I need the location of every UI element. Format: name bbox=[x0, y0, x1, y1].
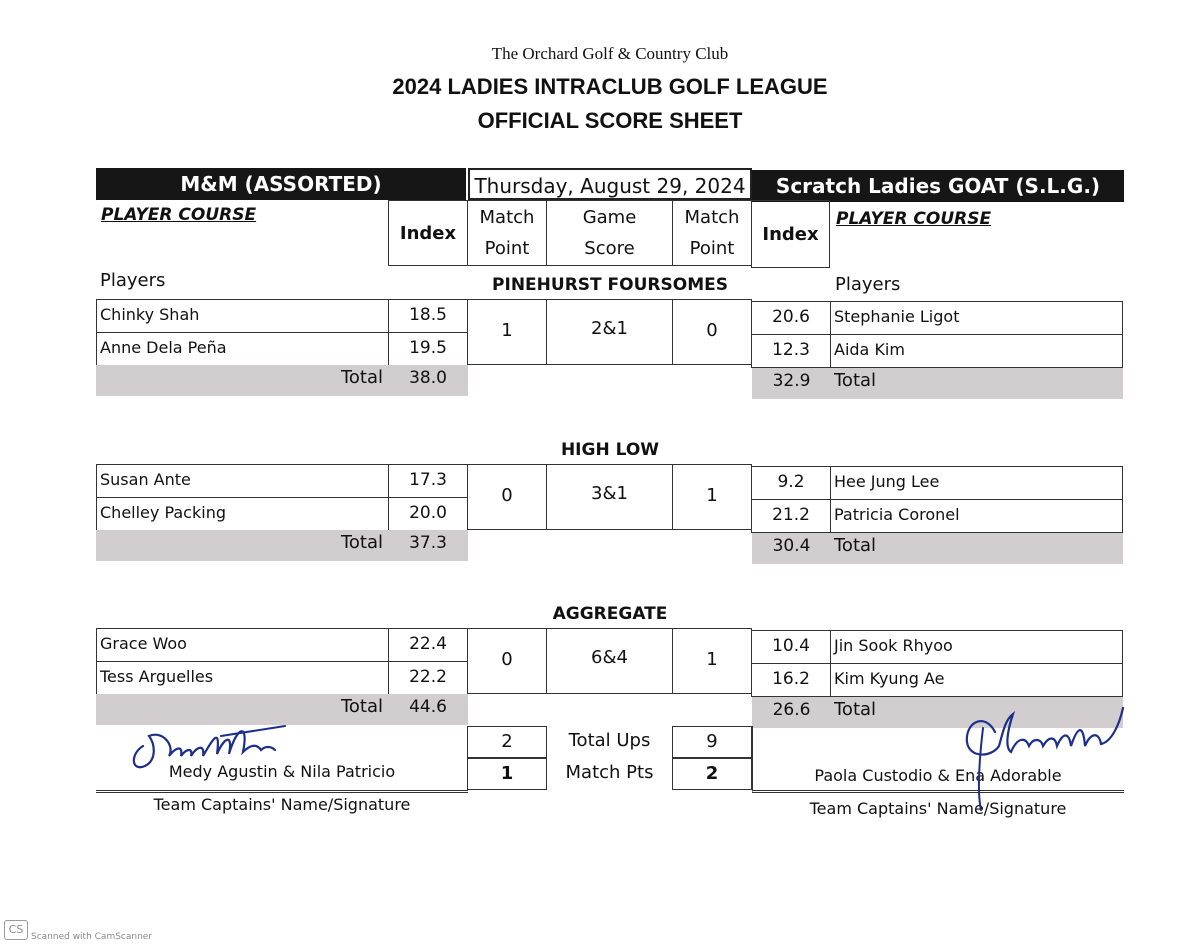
left-player-course-label: PLAYER COURSE bbox=[101, 205, 257, 225]
game-label: Game bbox=[582, 207, 637, 228]
right-total-label: Total bbox=[834, 699, 877, 720]
left-player-index: 17.3 bbox=[388, 464, 468, 498]
right-total-index: 30.4 bbox=[772, 536, 811, 556]
left-player-name: Chelley Packing bbox=[96, 497, 389, 531]
right-player-course-label: PLAYER COURSE bbox=[836, 209, 992, 229]
left-match-point: 0 bbox=[467, 464, 547, 530]
right-team-name: Scratch Ladies GOAT (S.L.G.) bbox=[752, 170, 1124, 202]
left-player-name: Chinky Shah bbox=[96, 299, 389, 333]
right-total-index: 26.6 bbox=[772, 700, 811, 720]
left-total-label: Total bbox=[340, 532, 383, 553]
right-player-index: 12.3 bbox=[751, 334, 831, 368]
right-player-index: 16.2 bbox=[751, 663, 831, 697]
match-pts-label: Match Pts bbox=[565, 762, 654, 783]
left-player-index: 22.2 bbox=[388, 661, 468, 695]
point-label: Point bbox=[689, 238, 735, 259]
league-title: 2024 LADIES INTRACLUB GOLF LEAGUE bbox=[392, 74, 828, 99]
left-total-label: Total bbox=[340, 696, 383, 717]
left-player-index: 22.4 bbox=[388, 628, 468, 662]
club-name: The Orchard Golf & Country Club bbox=[491, 44, 729, 63]
right-player-index: 20.6 bbox=[751, 301, 831, 335]
left-match-point: 0 bbox=[467, 628, 547, 694]
game-score: 2&1 bbox=[546, 299, 673, 365]
left-match-point-header bbox=[467, 200, 547, 266]
left-total-index: 38.0 bbox=[409, 368, 447, 388]
sheet-title: OFFICIAL SCORE SHEET bbox=[477, 108, 743, 133]
match-format-title: PINEHURST FOURSOMES bbox=[492, 275, 728, 295]
left-total-index: 37.3 bbox=[409, 533, 447, 553]
right-total-label: Total bbox=[834, 370, 877, 391]
game-score-header bbox=[546, 200, 673, 266]
total-ups-label: Total Ups bbox=[568, 730, 651, 751]
left-player-name: Grace Woo bbox=[96, 628, 389, 662]
left-index-header: Index bbox=[388, 200, 468, 266]
point-label: Point bbox=[484, 238, 530, 259]
match-label: Match bbox=[684, 207, 740, 228]
game-score: 3&1 bbox=[546, 464, 673, 530]
right-player-name: Jin Sook Rhyoo bbox=[830, 630, 1123, 664]
score-label: Score bbox=[584, 238, 635, 259]
left-captain-signature bbox=[125, 716, 305, 778]
left-match-point: 1 bbox=[467, 299, 547, 365]
left-player-index: 20.0 bbox=[388, 497, 468, 531]
left-total-index: 44.6 bbox=[409, 697, 447, 717]
right-match-point: 1 bbox=[672, 628, 752, 694]
left-captains-caption: Team Captains' Name/Signature bbox=[153, 795, 411, 814]
right-total-label: Total bbox=[834, 535, 877, 556]
left-total-ups: 2 bbox=[467, 726, 547, 758]
match-label: Match bbox=[479, 207, 535, 228]
right-player-name: Kim Kyung Ae bbox=[830, 663, 1123, 697]
right-match-pts: 2 bbox=[672, 758, 752, 790]
right-captains-names: Paola Custodio & Ena Adorable bbox=[814, 766, 1062, 785]
right-captains-caption: Team Captains' Name/Signature bbox=[809, 799, 1067, 818]
match-format-title: HIGH LOW bbox=[560, 440, 660, 460]
right-match-point: 1 bbox=[672, 464, 752, 530]
right-players-label: Players bbox=[835, 274, 901, 295]
left-player-index: 19.5 bbox=[388, 332, 468, 366]
game-score: 6&4 bbox=[546, 628, 673, 694]
right-captain-signature bbox=[955, 702, 1135, 812]
right-player-name: Patricia Coronel bbox=[830, 499, 1123, 533]
right-total-index: 32.9 bbox=[772, 371, 811, 391]
right-total-ups: 9 bbox=[672, 726, 752, 758]
left-team-name: M&M (ASSORTED) bbox=[96, 168, 466, 200]
left-players-label: Players bbox=[100, 270, 166, 291]
right-player-index: 9.2 bbox=[751, 466, 831, 500]
right-match-point-header bbox=[672, 200, 752, 266]
right-player-index: 10.4 bbox=[751, 630, 831, 664]
right-player-name: Aida Kim bbox=[830, 334, 1123, 368]
left-captains-names: Medy Agustin & Nila Patricio bbox=[168, 762, 396, 781]
right-player-index: 21.2 bbox=[751, 499, 831, 533]
left-player-name: Susan Ante bbox=[96, 464, 389, 498]
match-format-title: AGGREGATE bbox=[552, 604, 668, 624]
camscanner-watermark: Scanned with CamScanner bbox=[31, 932, 153, 942]
right-player-name: Stephanie Ligot bbox=[830, 301, 1123, 335]
left-player-name: Tess Arguelles bbox=[96, 661, 389, 695]
match-date: Thursday, August 29, 2024 bbox=[468, 168, 752, 200]
left-player-name: Anne Dela Peña bbox=[96, 332, 389, 366]
left-player-index: 18.5 bbox=[388, 299, 468, 333]
left-total-label: Total bbox=[340, 367, 383, 388]
right-match-point: 0 bbox=[672, 299, 752, 365]
right-player-name: Hee Jung Lee bbox=[830, 466, 1123, 500]
left-match-pts: 1 bbox=[467, 758, 547, 790]
camscanner-badge: CS bbox=[4, 920, 28, 940]
right-index-header: Index bbox=[751, 200, 830, 268]
